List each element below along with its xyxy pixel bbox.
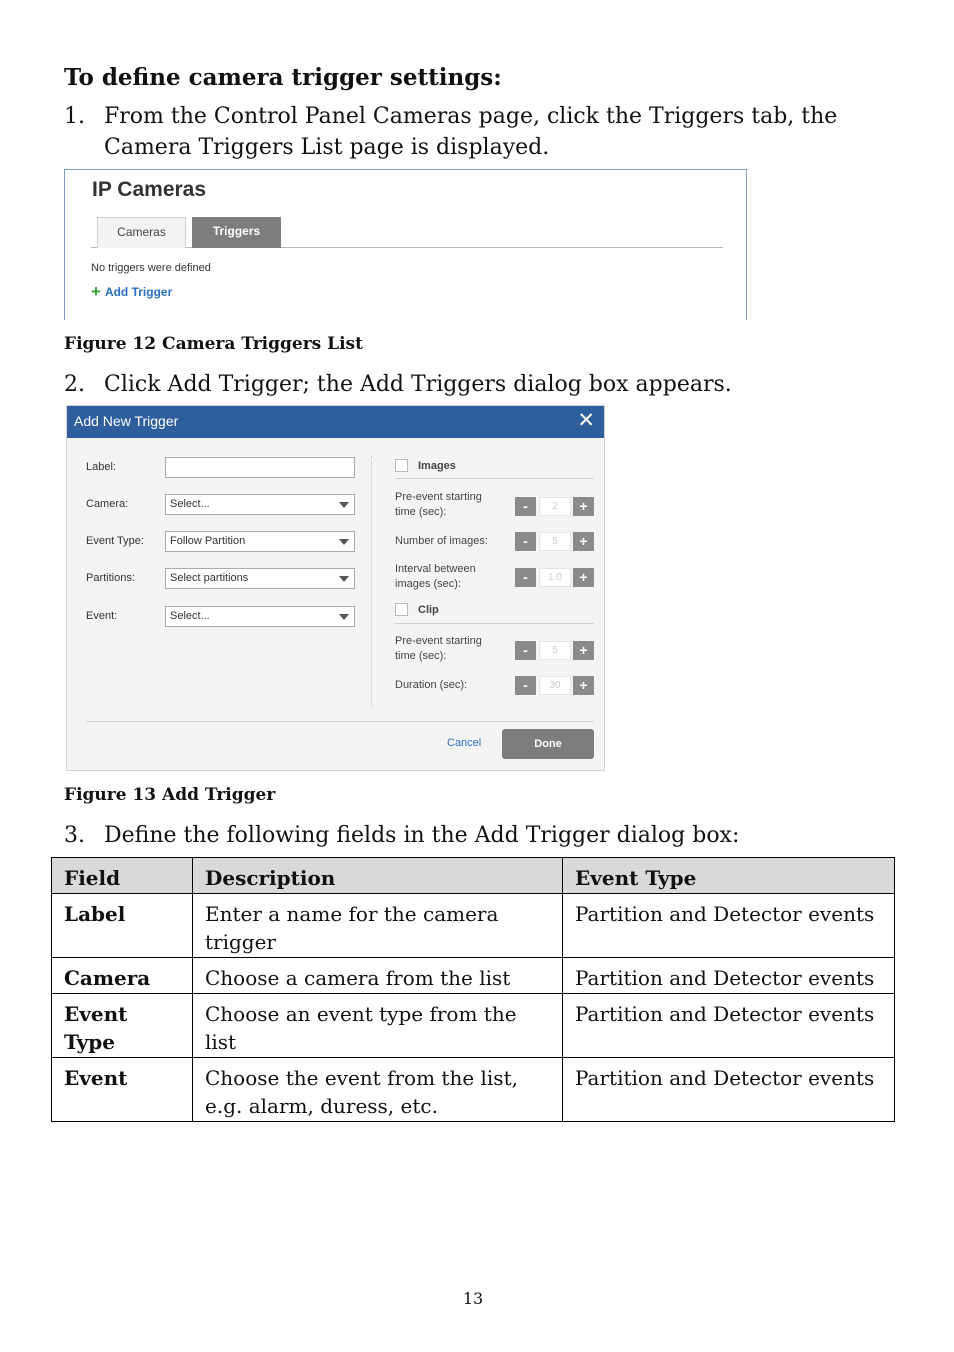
add-trigger-label: Add Trigger xyxy=(104,285,173,299)
number-of-images-label: Number of images: xyxy=(395,535,488,547)
fields-table xyxy=(51,857,895,1122)
header-event-type: Event Type xyxy=(563,858,895,894)
empty-triggers-text: No triggers were defined xyxy=(91,262,211,274)
number-of-images-decrement-button[interactable]: - xyxy=(515,532,536,551)
event-field-label: Event: xyxy=(86,610,118,622)
tab-cameras[interactable]: Cameras xyxy=(97,217,186,248)
duration-decrement-button[interactable]: - xyxy=(515,676,536,695)
number-of-images-input[interactable]: 5 xyxy=(539,532,571,551)
add-trigger-link[interactable] xyxy=(91,282,172,302)
duration-input[interactable]: 30 xyxy=(539,676,571,695)
images-pre-event-input[interactable]: 2 xyxy=(539,497,571,516)
description-cell: Choose a camera from the list xyxy=(193,958,563,994)
description-cell: Choose the event from the list, e.g. alarm, duress, etc. xyxy=(193,1058,563,1122)
event-type-cell: Partition and Detector events xyxy=(563,958,895,994)
step-text: Click Add Trigger; the Add Triggers dialog box appears. xyxy=(104,372,732,397)
event-select[interactable] xyxy=(165,606,355,627)
description-cell: Choose an event type from the list xyxy=(193,994,563,1058)
figure-12-caption: Figure 12 Camera Triggers List xyxy=(64,334,363,354)
event-select-value: Select... xyxy=(170,610,210,622)
interval-input[interactable]: 1.0 xyxy=(539,568,571,587)
images-label: Images xyxy=(418,460,456,472)
event-type-cell: Partition and Detector events xyxy=(563,994,895,1058)
description-cell: Enter a name for the camera trigger xyxy=(193,894,563,958)
plus-icon: + xyxy=(91,282,101,301)
chevron-down-icon xyxy=(339,539,349,545)
camera-select[interactable] xyxy=(165,494,355,515)
step-number: 2. xyxy=(64,372,85,397)
interval-decrement-button[interactable]: - xyxy=(515,568,536,587)
event-type-field-label: Event Type: xyxy=(86,535,144,547)
partitions-select[interactable] xyxy=(165,568,355,589)
done-button[interactable]: Done xyxy=(502,729,594,759)
step-number: 1. xyxy=(64,104,85,129)
clip-pre-event-input[interactable]: 5 xyxy=(539,641,571,660)
dialog-title-bar xyxy=(67,406,604,438)
table-row xyxy=(52,894,895,958)
clip-pre-event-increment-button[interactable]: + xyxy=(573,641,594,660)
clip-pre-event-label: Pre-event starting time (sec): xyxy=(395,635,482,662)
table-row xyxy=(52,958,895,994)
clip-checkbox[interactable] xyxy=(395,603,408,616)
column-divider xyxy=(371,456,372,708)
ip-cameras-title: IP Cameras xyxy=(92,178,207,201)
step-text: From the Control Panel Cameras page, click the Triggers tab, the Camera Triggers List page is displayed. xyxy=(104,104,838,160)
step-text: Define the following fields in the Add Trigger dialog box: xyxy=(104,823,740,848)
number-of-images-increment-button[interactable]: + xyxy=(573,532,594,551)
divider xyxy=(395,478,594,479)
camera-select-value: Select... xyxy=(170,498,210,510)
images-pre-event-increment-button[interactable]: + xyxy=(573,497,594,516)
table-row xyxy=(52,1058,895,1122)
section-heading: To define camera trigger settings: xyxy=(64,64,502,91)
clip-label: Clip xyxy=(418,604,439,616)
chevron-down-icon xyxy=(339,614,349,620)
tab-bar xyxy=(91,217,723,248)
cancel-button[interactable]: Cancel xyxy=(447,737,482,749)
step-3 xyxy=(64,820,864,851)
images-pre-event-label: Pre-event starting time (sec): xyxy=(395,491,482,518)
images-checkbox[interactable] xyxy=(395,459,408,472)
header-field: Field xyxy=(52,858,193,894)
camera-field-label: Camera: xyxy=(86,498,129,510)
chevron-down-icon xyxy=(339,576,349,582)
field-cell: Label xyxy=(52,894,193,958)
camera-triggers-list-figure xyxy=(64,169,747,320)
step-2 xyxy=(64,369,864,400)
chevron-down-icon xyxy=(339,502,349,508)
interval-between-images-label: Interval between images (sec): xyxy=(395,563,476,590)
clip-pre-event-decrement-button[interactable]: - xyxy=(515,641,536,660)
table-row xyxy=(52,994,895,1058)
tab-triggers[interactable]: Triggers xyxy=(192,217,281,248)
partitions-select-value: Select partitions xyxy=(170,572,249,584)
footer-divider xyxy=(86,721,594,722)
images-pre-event-decrement-button[interactable]: - xyxy=(515,497,536,516)
field-cell: Event xyxy=(52,1058,193,1122)
step-1 xyxy=(64,101,864,163)
label-field-label: Label: xyxy=(86,461,116,473)
interval-increment-button[interactable]: + xyxy=(573,568,594,587)
header-description: Description xyxy=(193,858,563,894)
step-number: 3. xyxy=(64,823,85,848)
add-trigger-dialog xyxy=(66,405,605,771)
page-number: 13 xyxy=(462,1289,484,1308)
event-type-select-value: Follow Partition xyxy=(170,535,246,547)
divider xyxy=(395,623,594,624)
duration-increment-button[interactable]: + xyxy=(573,676,594,695)
label-input[interactable] xyxy=(165,457,355,478)
dialog-title: Add New Trigger xyxy=(74,413,179,429)
figure-13-caption: Figure 13 Add Trigger xyxy=(64,785,276,805)
event-type-cell: Partition and Detector events xyxy=(563,1058,895,1122)
field-cell: Camera xyxy=(52,958,193,994)
partitions-field-label: Partitions: xyxy=(86,572,135,584)
duration-label: Duration (sec): xyxy=(395,679,468,691)
event-type-cell: Partition and Detector events xyxy=(563,894,895,958)
close-icon[interactable]: ✕ xyxy=(577,409,595,432)
table-header-row xyxy=(52,858,895,894)
field-cell: Event Type xyxy=(52,994,193,1058)
event-type-select[interactable] xyxy=(165,531,355,552)
